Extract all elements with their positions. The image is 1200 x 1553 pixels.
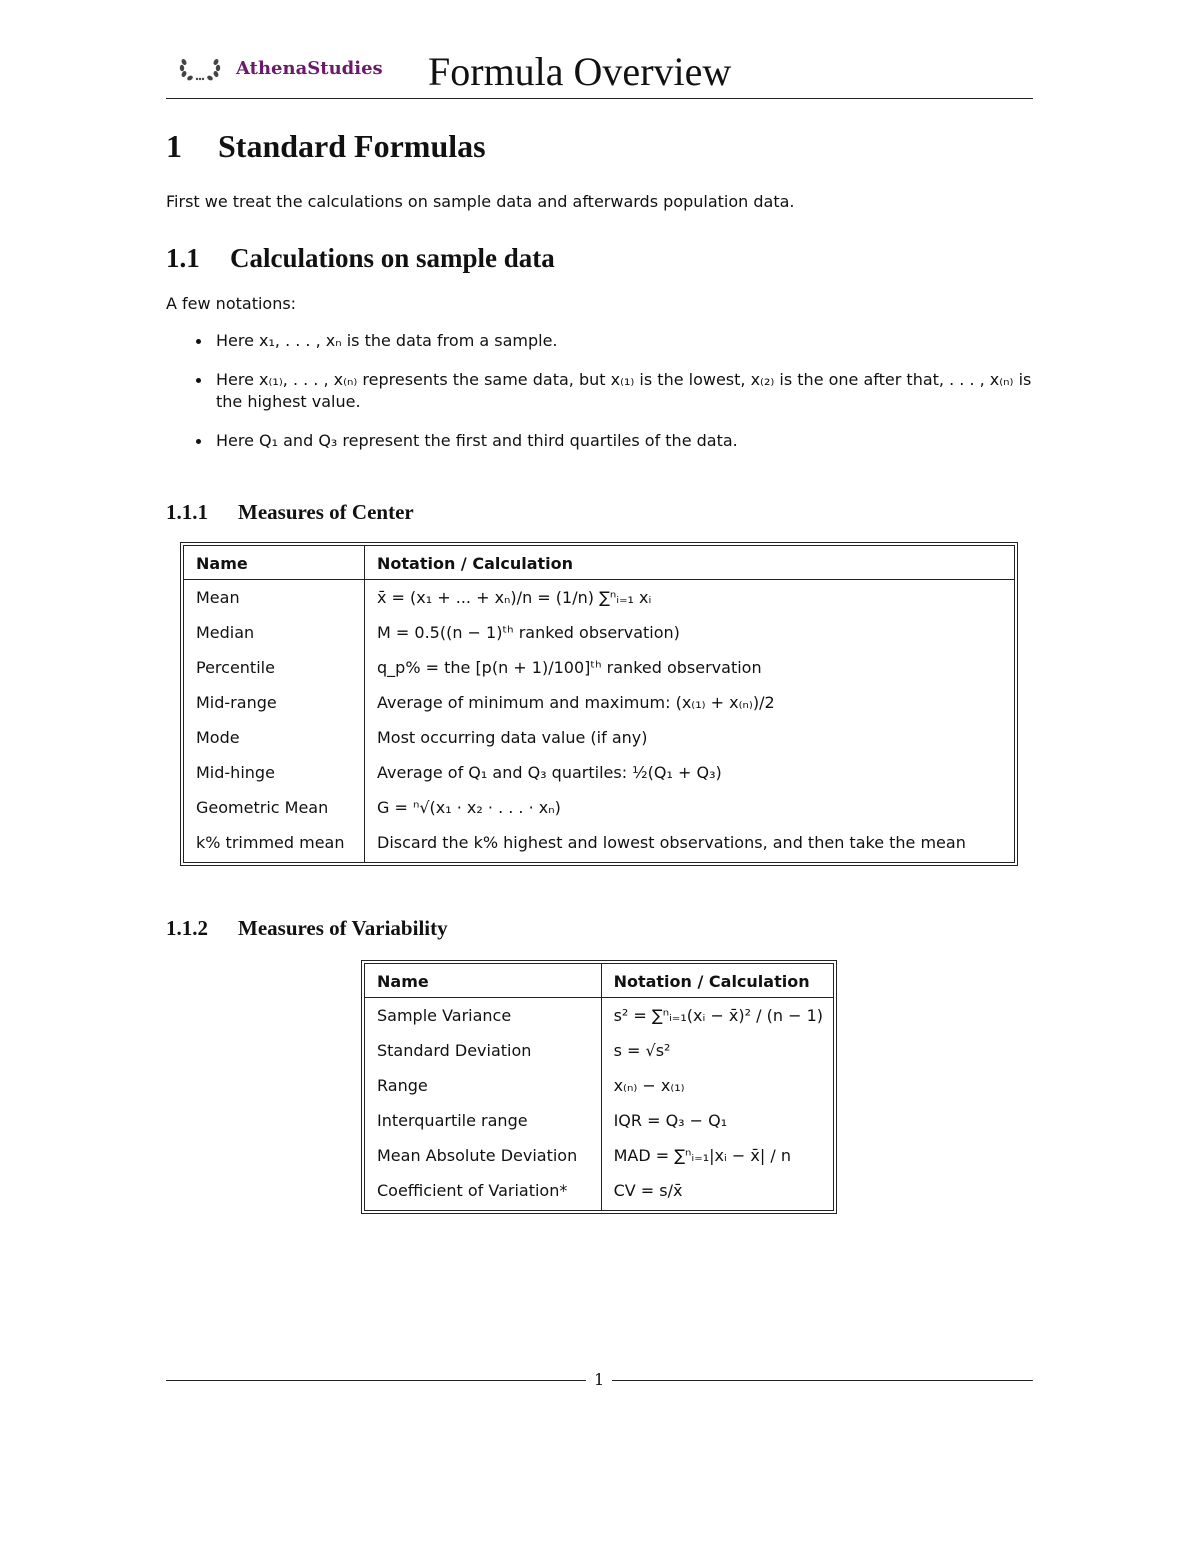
section-title: Standard Formulas <box>218 128 486 164</box>
subsection-heading <box>166 243 555 274</box>
bullet-text: Here x₍₁₎, . . . , x₍ₙ₎ represents the same data, but x₍₁₎ is the lowest, x₍₂₎ is the one after that, . . . , x₍ₙ₎ is the highest value. <box>216 370 1032 411</box>
table-row <box>184 685 1015 720</box>
section-intro: First we treat the calculations on sample data and afterwards population data. <box>166 192 795 211</box>
column-header-calc: Notation / Calculation <box>601 964 833 998</box>
brand-name: AthenaStudies <box>236 58 383 79</box>
notations-label: A few notations: <box>166 294 297 313</box>
subsubsection-title: Measures of Center <box>238 500 414 524</box>
row-calc: Average of minimum and maximum: (x₍₁₎ + x₍ₙ₎)/2 <box>377 693 775 712</box>
table-row <box>365 1068 834 1103</box>
row-name: Percentile <box>184 650 365 685</box>
column-header-calc: Notation / Calculation <box>365 546 1015 580</box>
list-item <box>190 369 1040 413</box>
bullet-icon <box>196 339 201 344</box>
table-row <box>184 650 1015 685</box>
row-calc: G = ⁿ√(x₁ · x₂ · . . . · xₙ) <box>377 798 561 817</box>
subsubsection-title: Measures of Variability <box>238 916 448 940</box>
table-row <box>365 1033 834 1068</box>
subsubsection-heading-center <box>166 500 414 525</box>
row-calc: s = √s² <box>613 1041 671 1060</box>
header-rule <box>166 98 1033 99</box>
table-row <box>184 755 1015 790</box>
subsubsection-number: 1.1.2 <box>166 916 208 940</box>
row-calc: Most occurring data value (if any) <box>377 728 648 747</box>
row-calc: x̄ = (x₁ + ... + xₙ)/n = (1/n) ∑ⁿᵢ₌₁ xᵢ <box>377 588 652 607</box>
list-item <box>190 430 1040 452</box>
footer-rule-left <box>166 1380 586 1381</box>
row-name: Range <box>365 1068 602 1103</box>
row-name: Mid-range <box>184 685 365 720</box>
variability-table <box>364 963 834 1211</box>
footer-rule-right <box>612 1380 1033 1381</box>
subsection-title: Calculations on sample data <box>230 243 555 273</box>
table-row <box>184 825 1015 863</box>
table-header-row <box>184 546 1015 580</box>
bullet-text: Here x₁, . . . , xₙ is the data from a sample. <box>216 331 558 350</box>
row-name: Mean <box>184 580 365 616</box>
row-calc: s² = ∑ⁿᵢ₌₁(xᵢ − x̄)² / (n − 1) <box>613 1006 823 1025</box>
column-header-name: Name <box>365 964 602 998</box>
row-name: Mid-hinge <box>184 755 365 790</box>
list-item <box>190 330 1040 352</box>
bullet-icon <box>196 378 201 383</box>
row-name: Mean Absolute Deviation <box>365 1138 602 1173</box>
row-calc: Discard the k% highest and lowest observations, and then take the mean <box>377 833 966 852</box>
laurel-wreath-icon <box>178 54 222 82</box>
table-row <box>184 720 1015 755</box>
table-header-row <box>365 964 834 998</box>
center-table <box>183 545 1015 863</box>
table-row <box>365 1103 834 1138</box>
table-row <box>184 580 1015 616</box>
row-calc: IQR = Q₃ − Q₁ <box>613 1111 728 1130</box>
row-calc: q_p% = the [p(n + 1)/100]ᵗʰ ranked observation <box>377 658 762 677</box>
row-name: Interquartile range <box>365 1103 602 1138</box>
section-number: 1 <box>166 128 182 164</box>
bullet-icon <box>196 439 201 444</box>
bullet-text: Here Q₁ and Q₃ represent the first and third quartiles of the data. <box>216 431 738 450</box>
row-name: k% trimmed mean <box>184 825 365 863</box>
variability-table-frame <box>361 960 837 1214</box>
row-calc: MAD = ∑ⁿᵢ₌₁|xᵢ − x̄| / n <box>613 1146 791 1165</box>
table-row <box>365 1138 834 1173</box>
document-title: Formula Overview <box>428 49 732 94</box>
table-row <box>184 790 1015 825</box>
row-name: Median <box>184 615 365 650</box>
row-name: Geometric Mean <box>184 790 365 825</box>
row-calc: CV = s/x̄ <box>613 1181 683 1200</box>
subsubsection-heading-variability <box>166 916 448 941</box>
row-name: Coefficient of Variation* <box>365 1173 602 1211</box>
section-heading <box>166 128 486 165</box>
table-row <box>365 998 834 1034</box>
center-table-frame <box>180 542 1018 866</box>
notation-list <box>190 330 1040 469</box>
page-number: 1 <box>594 1370 605 1389</box>
subsubsection-number: 1.1.1 <box>166 500 208 524</box>
table-row <box>365 1173 834 1211</box>
row-name: Sample Variance <box>365 998 602 1034</box>
row-calc: M = 0.5((n − 1)ᵗʰ ranked observation) <box>377 623 680 642</box>
row-name: Mode <box>184 720 365 755</box>
table-row <box>184 615 1015 650</box>
row-calc: Average of Q₁ and Q₃ quartiles: ½(Q₁ + Q₃) <box>377 763 722 782</box>
subsection-number: 1.1 <box>166 243 200 273</box>
column-header-name: Name <box>184 546 365 580</box>
page-header <box>166 44 1033 100</box>
row-name: Standard Deviation <box>365 1033 602 1068</box>
row-calc: x₍ₙ₎ − x₍₁₎ <box>613 1076 685 1095</box>
